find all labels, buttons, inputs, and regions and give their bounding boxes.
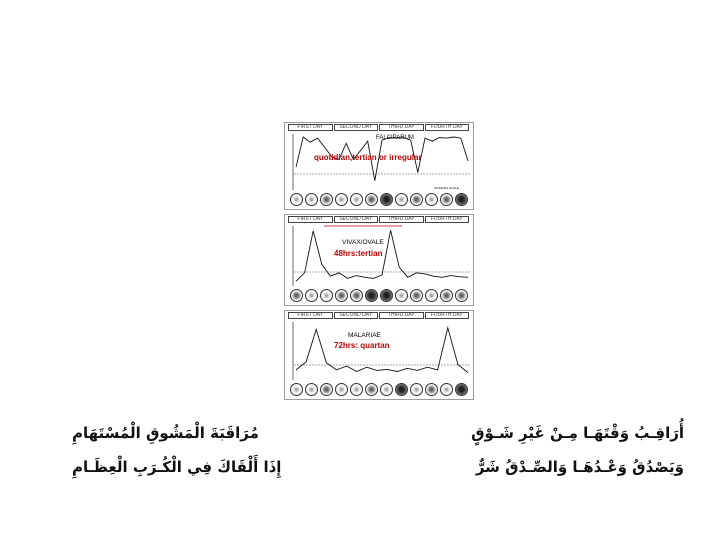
day-label: FOURTH DAY <box>425 216 470 223</box>
poem-hemistich-left: مُرَاقَبَةَ الْمَشُوقِ الْمُسْتَهَامِ <box>72 424 259 442</box>
fever-pattern-label: 48hrs:tertian <box>334 249 383 258</box>
day-label: THIRD DAY <box>379 124 424 131</box>
poem-hemistich-right: وَيَصْدُقُ وَعْـدُهَـا وَالصِّـدْقُ شَرٌّ <box>475 458 684 476</box>
parasite-cell-icon <box>320 289 333 302</box>
parasite-cell-icon <box>380 289 393 302</box>
parasite-cell-icon <box>380 193 393 206</box>
parasite-cell-icon <box>410 193 423 206</box>
parasite-cell-icon <box>425 193 438 206</box>
parasite-cell-icon <box>305 383 318 396</box>
day-label: FIRST DAY <box>288 216 333 223</box>
day-label: THIRD DAY <box>379 216 424 223</box>
parasite-stage-row <box>290 193 468 208</box>
parasite-cell-icon <box>365 193 378 206</box>
parasite-cell-icon <box>440 289 453 302</box>
falciparum-panel <box>284 122 474 210</box>
poem-line-2 <box>72 458 684 482</box>
parasite-stage-row <box>290 383 468 398</box>
vivax-ovale-panel <box>284 214 474 306</box>
parasite-cell-icon <box>365 383 378 396</box>
parasite-cell-icon <box>440 383 453 396</box>
parasite-cell-icon <box>320 383 333 396</box>
parasite-cell-icon <box>305 193 318 206</box>
parasite-cell-icon <box>320 193 333 206</box>
parasite-cell-icon <box>290 193 303 206</box>
parasite-cell-icon <box>425 383 438 396</box>
fever-pattern-label: 72hrs: quartan <box>334 341 390 350</box>
parasite-cell-icon <box>335 289 348 302</box>
parasite-cell-icon <box>350 193 363 206</box>
day-label: SECOND DAY <box>334 312 379 319</box>
fever-pattern-label: quotidian,tertian or irregular <box>314 153 422 162</box>
parasite-cell-icon <box>410 383 423 396</box>
species-name: MALARIAE <box>348 332 381 339</box>
species-name: FALCIPARUM <box>376 135 414 141</box>
parasite-cell-icon <box>395 289 408 302</box>
poem-hemistich-left: إِذَا أَلْقَاكَ فِي الْكُـرَبِ الْعِظَـامِ <box>72 458 282 476</box>
parasite-cell-icon <box>455 383 468 396</box>
parasite-cell-icon <box>455 289 468 302</box>
parasite-cell-icon <box>410 289 423 302</box>
species-name: VIVAX/OVALE <box>342 239 384 246</box>
day-label: FOURTH DAY <box>425 124 470 131</box>
malaria-fever-figure <box>284 122 474 400</box>
parasite-cell-icon <box>395 383 408 396</box>
parasite-stage-row <box>290 289 468 304</box>
interval-scale-note: INTERVAL SCALE <box>434 186 459 190</box>
day-label: SECOND DAY <box>334 124 379 131</box>
parasite-cell-icon <box>305 289 318 302</box>
fever-curve <box>296 328 468 373</box>
day-label: FIRST DAY <box>288 124 333 131</box>
parasite-cell-icon <box>455 193 468 206</box>
parasite-cell-icon <box>350 289 363 302</box>
day-label: FIRST DAY <box>288 312 333 319</box>
parasite-cell-icon <box>380 383 393 396</box>
parasite-cell-icon <box>290 289 303 302</box>
parasite-cell-icon <box>335 383 348 396</box>
parasite-cell-icon <box>350 383 363 396</box>
day-label: SECOND DAY <box>334 216 379 223</box>
parasite-cell-icon <box>395 193 408 206</box>
malariae-panel <box>284 310 474 400</box>
poem-hemistich-right: أُرَاقِـبُ وَقْتَهَـا مِـنْ غَيْرِ شَـوْقٍ <box>471 424 684 442</box>
day-label: FOURTH DAY <box>425 312 470 319</box>
day-label: THIRD DAY <box>379 312 424 319</box>
parasite-cell-icon <box>335 193 348 206</box>
parasite-cell-icon <box>290 383 303 396</box>
parasite-cell-icon <box>365 289 378 302</box>
parasite-cell-icon <box>425 289 438 302</box>
poem-line-1 <box>72 424 684 448</box>
parasite-cell-icon <box>440 193 453 206</box>
